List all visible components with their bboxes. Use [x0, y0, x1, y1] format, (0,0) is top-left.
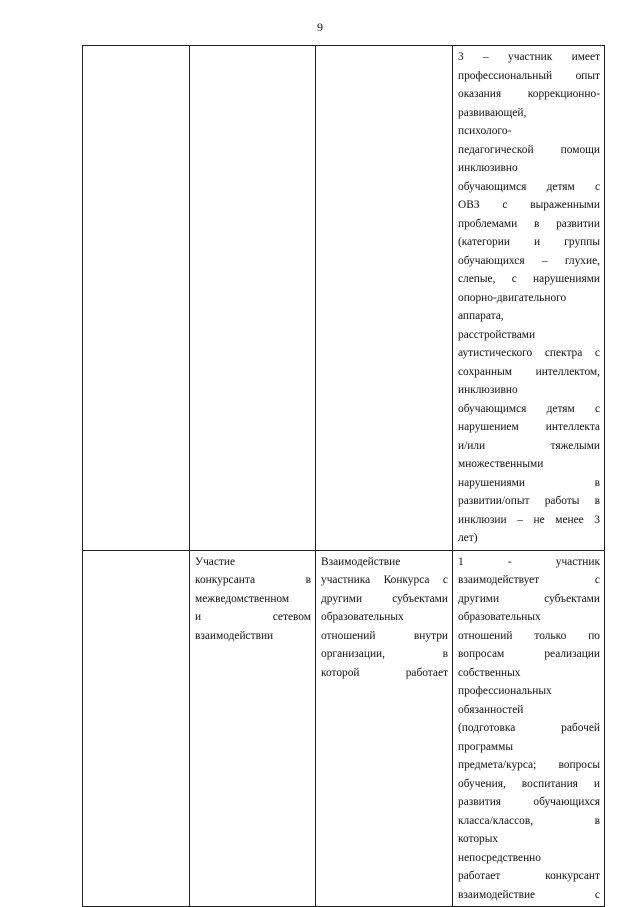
cell-text-line: ОВЗ с выраженными: [458, 199, 600, 211]
cell-text-line: (подготовка рабочей: [458, 722, 600, 734]
cell-text-line: другими субъектами: [321, 592, 448, 605]
cell-text-line: другими субъектами: [458, 592, 600, 605]
cell-text-line: развития обучающихся: [458, 796, 600, 808]
cell-text-line: предмета/курса; вопросы: [458, 759, 600, 771]
table-row: [83, 550, 605, 907]
cell-text-line: работает конкурсант: [458, 870, 600, 882]
cell-text-line: образовательных: [458, 611, 541, 623]
cell-text-line: класса/классов, в: [458, 814, 600, 827]
cell-text-line: оказания коррекционно-: [458, 88, 600, 100]
cell-text-line: обучения, воспитания и: [458, 777, 600, 790]
table-cell-empty: [83, 550, 190, 907]
cell-text-line: вопросам реализации: [458, 648, 600, 660]
cell-text-line: развитии/опыт работы в: [458, 495, 600, 507]
cell-text-line: проблемами в развитии: [458, 217, 600, 230]
cell-text-line: аутистического спектра с: [458, 347, 600, 359]
cell-text-line: аппарата,: [458, 310, 504, 322]
cell-text-line: отношений внутри: [321, 629, 448, 642]
criterion-cell: [453, 46, 605, 551]
indicator-cell: [316, 550, 453, 907]
table-cell-empty: [190, 46, 316, 551]
cell-text-line: конкурсанта в: [195, 574, 311, 586]
cell-text-line: профессиональных: [458, 685, 552, 697]
cell-text-line: профессиональный опыт: [458, 69, 600, 82]
cell-text-line: которых: [458, 833, 499, 845]
cell-text-line: нарушением интеллекта: [458, 421, 600, 433]
cell-text-line: Взаимодействие: [321, 555, 401, 568]
table-cell-empty: [316, 46, 453, 551]
criterion-cell: [453, 550, 605, 907]
table-row: [83, 46, 605, 551]
criteria-table: [82, 45, 605, 907]
cell-text-line: 1 - участник: [458, 555, 600, 568]
cell-text-line: педагогической помощи: [458, 143, 600, 156]
parameter-cell: [190, 550, 316, 907]
cell-text-line: развивающей,: [458, 106, 527, 119]
cell-text-line: инклюзивно: [458, 384, 518, 396]
cell-text-line: обязанностей: [458, 703, 524, 716]
cell-text-line: и/или тяжелыми: [458, 439, 600, 452]
cell-text-line: организации, в: [321, 648, 448, 660]
cell-text-line: 3 – участник имеет: [458, 51, 600, 63]
cell-text-line: расстройствами: [458, 328, 536, 341]
cell-text-line: обучающихся – глухие,: [458, 254, 600, 267]
cell-text-line: слепые, с нарушениями: [458, 273, 600, 285]
cell-text-line: взаимодействует с: [458, 574, 600, 586]
cell-text-line: инклюзии – не менее 3: [458, 513, 600, 526]
cell-text-line: и сетевом: [195, 611, 311, 623]
cell-text-line: опорно-двигательного: [458, 291, 567, 304]
cell-text-line: образовательных: [321, 611, 404, 623]
cell-text-line: психолого-: [458, 125, 512, 137]
cell-text-line: участника Конкурса с: [321, 574, 448, 586]
cell-text-line: Участие: [195, 555, 236, 568]
cell-text-line: непосредственно: [458, 851, 541, 864]
cell-text-line: сохранным интеллектом,: [458, 365, 600, 378]
cell-text-line: отношений только по: [458, 629, 600, 642]
page-number: 9: [317, 20, 323, 34]
cell-text-line: инклюзивно: [458, 162, 518, 174]
cell-text-line: лет): [458, 532, 478, 544]
cell-text-line: нарушениями в: [458, 476, 600, 489]
table-cell-empty: [83, 46, 190, 551]
cell-text-line: собственных: [458, 666, 521, 679]
cell-text-line: обучающимся детям с: [458, 402, 600, 415]
cell-text-line: взаимодействие с: [458, 888, 600, 901]
cell-text-line: программы: [458, 740, 513, 753]
cell-text-line: (категории и группы: [458, 236, 600, 248]
cell-text-line: взаимодействии: [195, 629, 274, 642]
cell-text-line: множественными: [458, 458, 544, 470]
cell-text-line: межведомственном: [195, 592, 290, 605]
cell-text-line: которой работает: [321, 666, 448, 679]
cell-text-line: обучающимся детям с: [458, 180, 600, 193]
